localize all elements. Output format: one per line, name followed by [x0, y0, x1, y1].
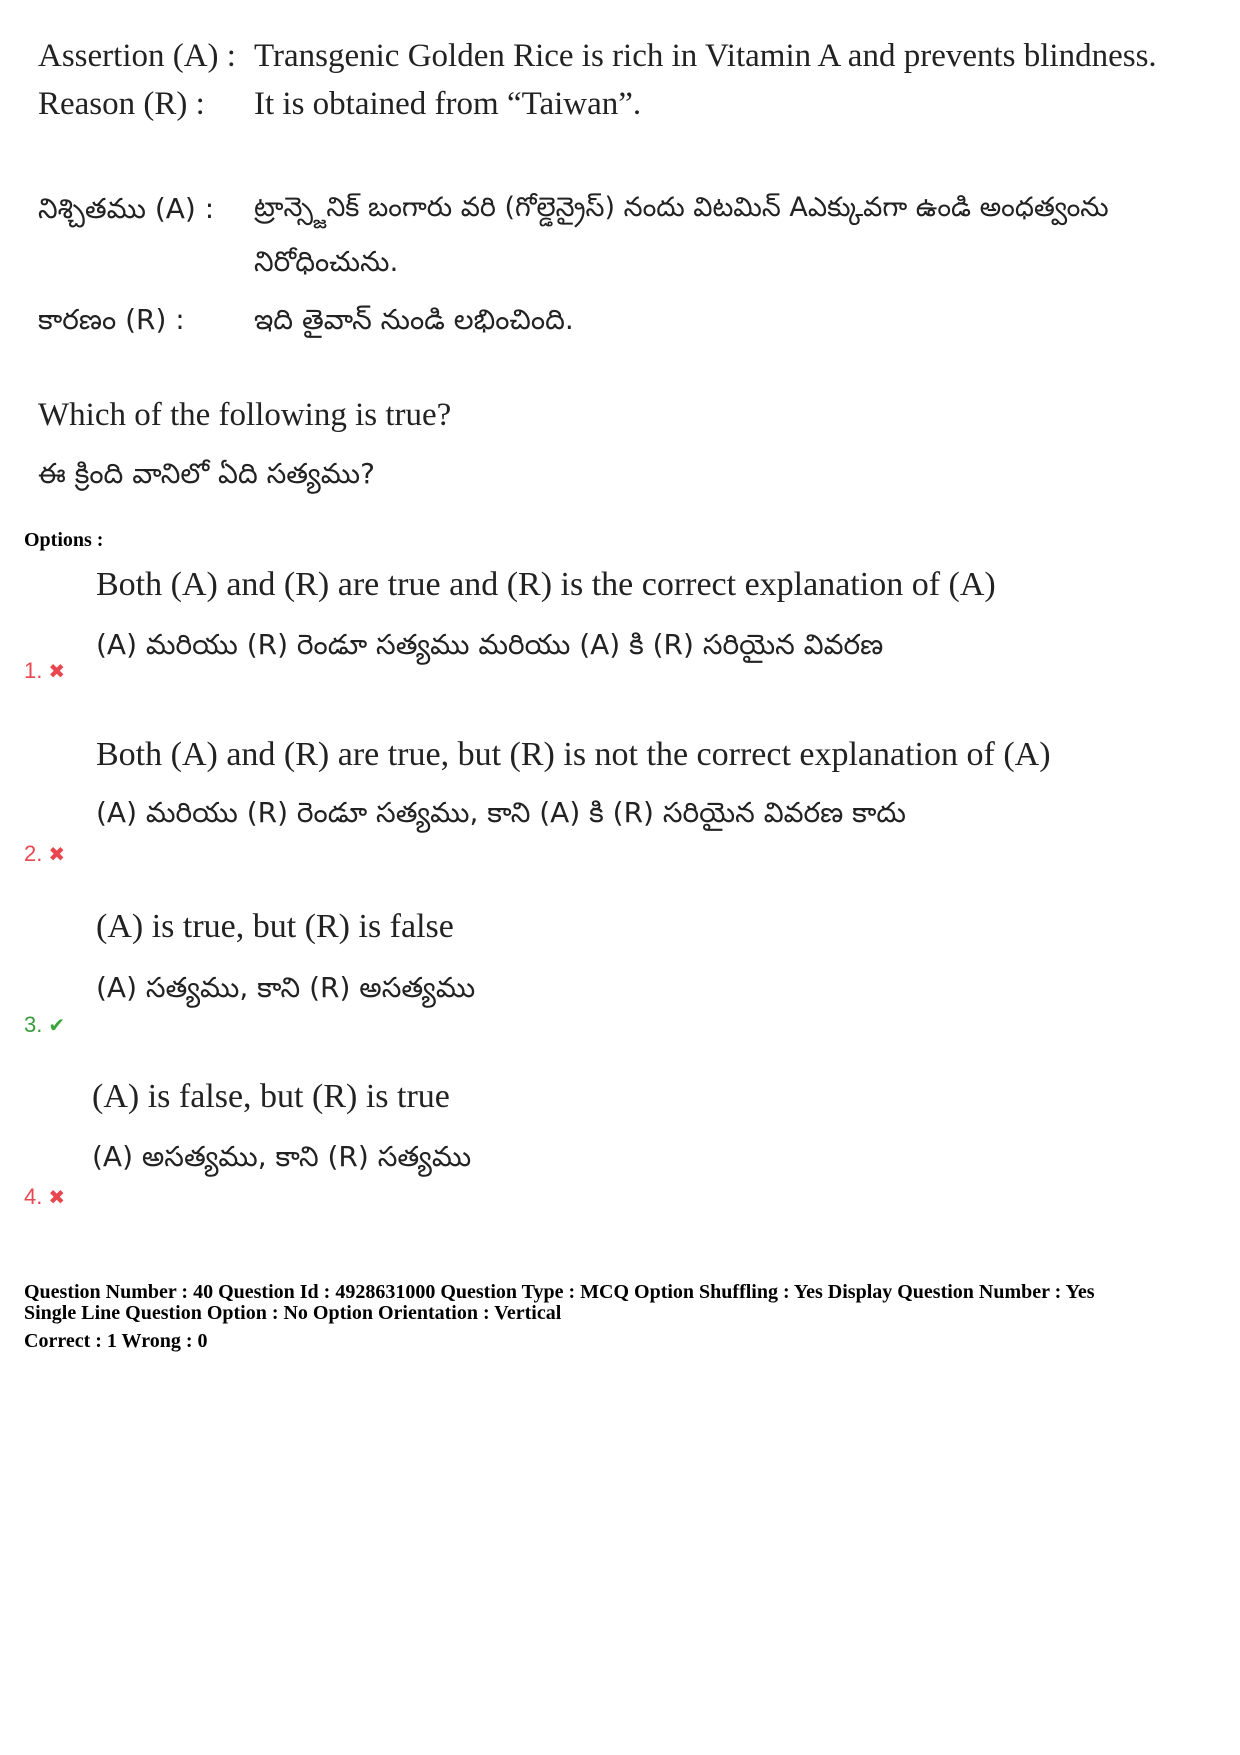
assertion-text: Transgenic Golden Rice is rich in Vitamin A and prevents blindness. [254, 38, 1157, 74]
option-2-text-telugu: (A) మరియు (R) రెండూ సత్యము, కాని (A) కి (R) సరియైన వివరణ కాదు [96, 796, 906, 829]
option-2-text: Both (A) and (R) are true, but (R) is not the correct explanation of (A) [96, 736, 1051, 773]
assertion-text-telugu-line1: ట్రాన్స్జెనిక్ బంగారు వరి (గోల్డెన్రైస్) నందు విటమిన్ Aఎక్కువగా ఉండి అంధత్వంను [254, 192, 1109, 223]
options-label: Options : [24, 529, 104, 551]
option-3-marker[interactable] [24, 1012, 65, 1038]
option-1-text: Both (A) and (R) are true and (R) is the correct explanation of (A) [96, 566, 996, 603]
reason-label-telugu: కారణం (R) : [38, 303, 185, 336]
option-4-marker[interactable] [24, 1184, 65, 1210]
reason-text-telugu: ఇది తైవాన్ నుండి లభించింది. [254, 303, 574, 336]
option-1-marker[interactable] [24, 658, 65, 684]
question-meta-line3: Correct : 1 Wrong : 0 [24, 1330, 208, 1352]
wrong-icon: ✖ [48, 659, 66, 683]
wrong-icon: ✖ [48, 1185, 66, 1209]
option-4-number: 4. [24, 1184, 43, 1209]
option-1-number: 1. [24, 658, 43, 683]
reason-text: It is obtained from “Taiwan”. [254, 86, 642, 122]
assertion-text-telugu-line2: నిరోధించును. [254, 245, 399, 278]
option-3-text: (A) is true, but (R) is false [96, 908, 454, 945]
option-3-text-telugu: (A) సత్యము, కాని (R) అసత్యము [96, 971, 476, 1004]
option-1-text-telugu: (A) మరియు (R) రెండూ సత్యము మరియు (A) కి (R) సరియైన వివరణ [96, 628, 884, 661]
question-meta-line1: Question Number : 40 Question Id : 4928631000 Question Type : MCQ Option Shuffling : Yes Display Question Number : Yes [24, 1281, 1095, 1303]
check-icon: ✔ [48, 1013, 66, 1037]
assertion-label-telugu: నిశ్చితము (A) : [38, 192, 215, 225]
option-3-number: 3. [24, 1012, 43, 1037]
option-4-text-telugu: (A) అసత్యము, కాని (R) సత్యము [92, 1140, 472, 1173]
question-prompt: Which of the following is true? [38, 397, 452, 433]
option-2-number: 2. [24, 841, 43, 866]
option-2-marker[interactable] [24, 841, 65, 867]
assertion-label: Assertion (A) : [38, 38, 236, 74]
wrong-icon: ✖ [48, 842, 66, 866]
reason-label: Reason (R) : [38, 86, 205, 122]
option-4-text: (A) is false, but (R) is true [92, 1078, 450, 1115]
question-prompt-telugu: ఈ క్రింది వానిలో ఏది సత్యము? [38, 457, 375, 490]
question-meta-line2: Single Line Question Option : No Option Orientation : Vertical [24, 1302, 562, 1324]
